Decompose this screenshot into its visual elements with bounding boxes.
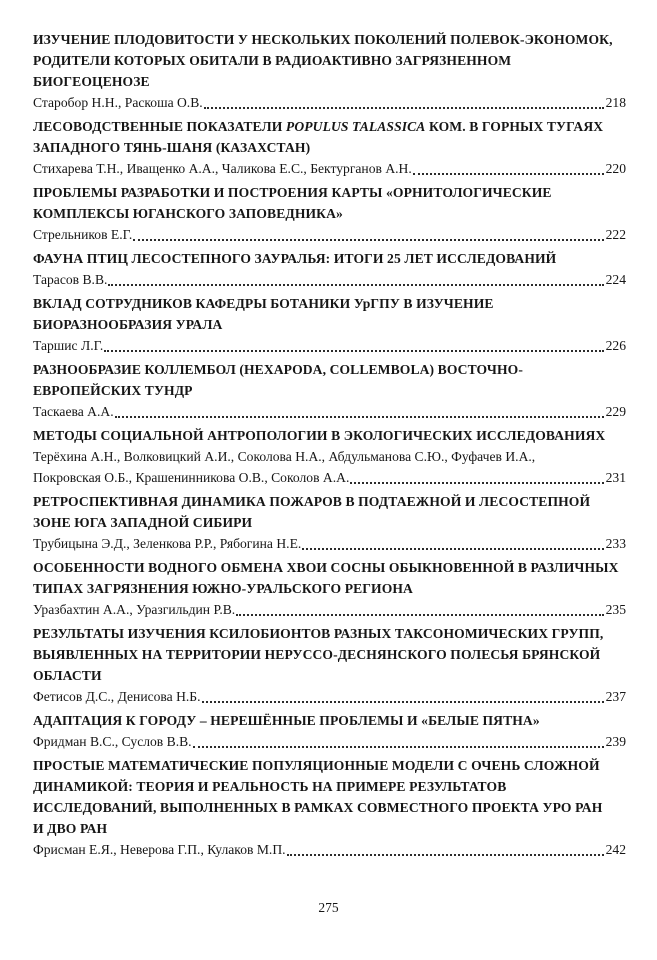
entry-authors-line [33,401,626,422]
entry-authors-line [33,686,626,707]
entry-page-number: 222 [605,227,626,242]
title-text: БИОГЕОЦЕНОЗЕ [33,74,150,89]
entry-title-line [33,182,626,203]
table-of-contents [33,29,626,863]
entry-authors: Старобор Н.Н., Раскоша О.В. [33,95,203,110]
entry-title-line [33,50,626,71]
entry-title-line [33,293,626,314]
entry-authors-line [33,533,626,554]
title-text: ТИПАХ ЗАГРЯЗНЕНИЯ ЮЖНО-УРАЛЬСКОГО РЕГИОНА [33,581,413,596]
entry-title-line [33,776,626,797]
title-text: ЗАПАДНОГО ТЯНЬ-ШАНЯ (КАЗАХСТАН) [33,140,311,155]
title-text: ОСОБЕННОСТИ ВОДНОГО ОБМЕНА ХВОИ СОСНЫ ОБЫКНОВЕННОЙ В РАЗЛИЧНЫХ [33,560,619,575]
entry-page-number: 235 [605,602,626,617]
entry-authors-line [33,224,626,245]
toc-entry [33,557,626,620]
title-text: ИЗУЧЕНИЕ ПЛОДОВИТОСТИ У НЕСКОЛЬКИХ ПОКОЛЕНИЙ ПОЛЕВОК-ЭКОНОМОК, [33,32,613,47]
entry-authors-line [33,467,626,488]
page-footer [0,898,657,918]
entry-title [33,425,626,446]
entry-title-line [33,644,626,665]
entry-authors-line [33,731,626,752]
title-text: РОДИТЕЛИ КОТОРЫХ ОБИТАЛИ В РАДИОАКТИВНО ЗАГРЯЗНЕННОМ [33,53,512,68]
entry-authors-line [33,158,626,179]
entry-title [33,293,626,335]
dot-leader [104,350,603,352]
title-text: И ДВО РАН [33,821,108,836]
entry-title-line [33,314,626,335]
entry-title [33,491,626,533]
entry-title-line [33,578,626,599]
entry-authors-line [33,839,626,860]
title-text: МЕТОДЫ СОЦИАЛЬНОЙ АНТРОПОЛОГИИ В ЭКОЛОГИЧЕСКИХ ИССЛЕДОВАНИЯХ [33,428,606,443]
toc-entry [33,293,626,356]
dot-leader [193,746,604,748]
folio-page-number: 275 [318,900,339,915]
entry-authors: Уразбахтин А.А., Уразгильдин Р.В. [33,602,236,617]
dot-leader [287,854,604,856]
dot-leader [115,416,604,418]
entry-title [33,182,626,224]
title-text-italic: POPULUS TALASSICA [285,119,426,134]
entry-authors-line [33,599,626,620]
entry-authors-line [33,446,626,467]
title-text: РЕЗУЛЬТАТЫ ИЗУЧЕНИЯ КСИЛОБИОНТОВ РАЗНЫХ ТАКСОНОМИЧЕСКИХ ГРУПП, [33,626,604,641]
title-text: ЕВРОПЕЙСКИХ ТУНДР [33,383,193,398]
entry-title-line [33,665,626,686]
entry-page-number: 218 [605,95,626,110]
dot-leader [204,107,604,109]
dot-leader [413,173,604,175]
title-text: ПРОБЛЕМЫ РАЗРАБОТКИ И ПОСТРОЕНИЯ КАРТЫ «ОРНИТОЛОГИЧЕСКИЕ [33,185,552,200]
toc-entry [33,623,626,707]
entry-page-number: 237 [605,689,626,704]
toc-entry [33,116,626,179]
entry-page-number: 220 [605,161,626,176]
title-text: АДАПТАЦИЯ К ГОРОДУ – НЕРЕШЁННЫЕ ПРОБЛЕМЫ И «БЕЛЫЕ ПЯТНА» [33,713,540,728]
title-text: БИОРАЗНООБРАЗИЯ УРАЛА [33,317,223,332]
entry-title-line [33,797,626,818]
entry-title-line [33,818,626,839]
entry-authors: Таскаева А.А. [33,404,114,419]
title-text: ВЫЯВЛЕННЫХ НА ТЕРРИТОРИИ НЕРУССО-ДЕСНЯНСКОГО ПОЛЕСЬЯ БРЯНСКОЙ [33,647,601,662]
title-text: ВКЛАД СОТРУДНИКОВ КАФЕДРЫ БОТАНИКИ УрГПУ В ИЗУЧЕНИЕ [33,296,494,311]
entry-authors-line [33,335,626,356]
entry-title [33,116,626,158]
entry-authors: Фридман В.С., Суслов В.В. [33,734,192,749]
title-text: ФАУНА ПТИЦ ЛЕСОСТЕПНОГО ЗАУРАЛЬЯ: ИТОГИ 25 ЛЕТ ИССЛЕДОВАНИЙ [33,251,557,266]
entry-title-line [33,203,626,224]
entry-title-line [33,116,626,137]
entry-title [33,623,626,686]
entry-title-line [33,359,626,380]
entry-title [33,755,626,839]
entry-authors: Трубицына Э.Д., Зеленкова Р.Р., Рябогина Н.Е. [33,536,302,551]
entry-title-line [33,512,626,533]
toc-entry [33,710,626,752]
entry-page-number: 242 [605,842,626,857]
title-text: КОМПЛЕКСЫ ЮГАНСКОГО ЗАПОВЕДНИКА» [33,206,343,221]
title-text: ЗОНЕ ЮГА ЗАПАДНОЙ СИБИРИ [33,515,253,530]
entry-title-line [33,380,626,401]
entry-authors: Стрельников Е.Г. [33,227,133,242]
title-text: ЛЕСОВОДСТВЕННЫЕ ПОКАЗАТЕЛИ [33,119,286,134]
dot-leader [350,482,603,484]
entry-title [33,557,626,599]
dot-leader [302,548,603,550]
entry-page-number: 229 [605,404,626,419]
entry-page-number: 226 [605,338,626,353]
entry-authors-line [33,92,626,113]
title-text: РЕТРОСПЕКТИВНАЯ ДИНАМИКА ПОЖАРОВ В ПОДТАЕЖНОЙ И ЛЕСОСТЕПНОЙ [33,494,591,509]
dot-leader [108,284,603,286]
entry-authors: Терёхина А.Н., Волковицкий А.И., Соколова Н.А., Абдульманова С.Ю., Фуфачев И.А., [33,449,536,464]
entry-title-line [33,248,626,269]
entry-page-number: 239 [605,734,626,749]
toc-entry [33,425,626,488]
dot-leader [133,239,603,241]
toc-entry [33,359,626,422]
toc-entry [33,491,626,554]
entry-title [33,359,626,401]
entry-title [33,29,626,92]
entry-title-line [33,557,626,578]
entry-authors: Тарасов В.В. [33,272,108,287]
title-text: КОМ. В ГОРНЫХ ТУГАЯХ [425,119,604,134]
dot-leader [236,614,603,616]
title-text: ОБЛАСТИ [33,668,102,683]
entry-page-number: 231 [605,470,626,485]
entry-page-number: 224 [605,272,626,287]
toc-entry [33,29,626,113]
entry-authors: Стихарева Т.Н., Иващенко А.А., Чаликова Е.С., Бектурганов А.Н. [33,161,412,176]
entry-title [33,248,626,269]
toc-entry [33,755,626,860]
toc-entry [33,182,626,245]
entry-title [33,710,626,731]
entry-title-line [33,710,626,731]
entry-authors: Фрисман Е.Я., Неверова Г.П., Кулаков М.П. [33,842,286,857]
entry-title-line [33,623,626,644]
dot-leader [202,701,604,703]
entry-page-number: 233 [605,536,626,551]
title-text: ДИНАМИКОЙ: ТЕОРИЯ И РЕАЛЬНОСТЬ НА ПРИМЕРЕ РЕЗУЛЬТАТОВ [33,779,507,794]
toc-entry [33,248,626,290]
entry-title-line [33,425,626,446]
entry-title-line [33,491,626,512]
entry-title-line [33,29,626,50]
entry-title-line [33,755,626,776]
entry-authors: Покровская О.Б., Крашенинникова О.В., Соколов А.А. [33,470,350,485]
entry-authors: Таршис Л.Г. [33,338,104,353]
title-text: ИССЛЕДОВАНИЙ, ВЫПОЛНЕННЫХ В РАМКАХ СОВМЕСТНОГО ПРОЕКТА УРО РАН [33,800,603,815]
entry-title-line [33,71,626,92]
entry-authors: Фетисов Д.С., Денисова Н.Б. [33,689,201,704]
title-text: ПРОСТЫЕ МАТЕМАТИЧЕСКИЕ ПОПУЛЯЦИОННЫЕ МОДЕЛИ С ОЧЕНЬ СЛОЖНОЙ [33,758,600,773]
title-text: РАЗНООБРАЗИЕ КОЛЛЕМБОЛ (HEXAPODA, COLLEMBOLA) ВОСТОЧНО- [33,362,523,377]
entry-authors-line [33,269,626,290]
entry-title-line [33,137,626,158]
